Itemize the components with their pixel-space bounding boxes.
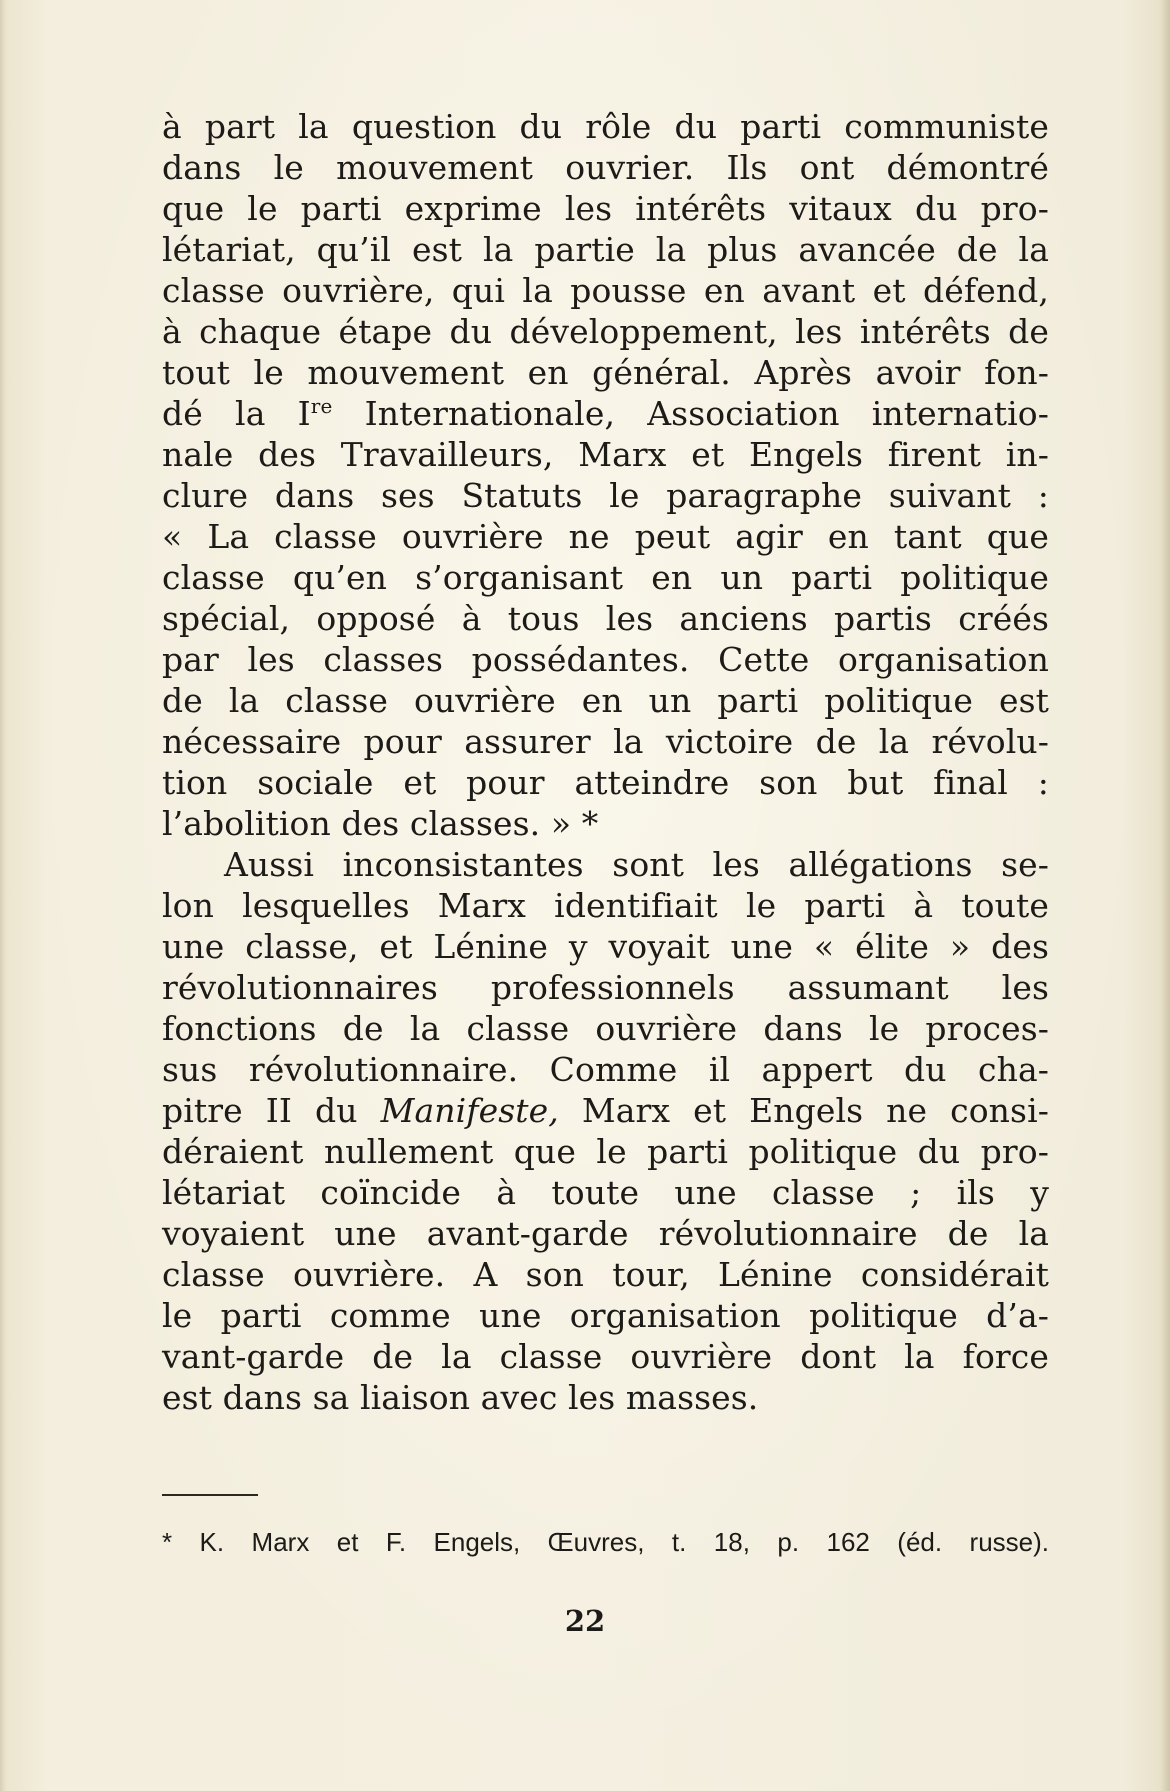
page-number: 22: [564, 1604, 606, 1638]
text-line: vant-garde de la classe ouvrière dont la force: [162, 1337, 1049, 1376]
text-line: [162, 393, 1049, 434]
text-line: dans le mouvement ouvrier. Ils ont démontré: [162, 148, 1049, 187]
text-line: classe ouvrière. A son tour, Lénine considérait: [162, 1255, 1049, 1294]
text-line: à chaque étape du développement, les intérêts de: [162, 312, 1049, 351]
text-line: révolutionnaires professionnels assumant les: [162, 968, 1049, 1007]
text-line: lon lesquelles Marx identifiait le parti à toute: [162, 886, 1049, 925]
text-line: le parti comme une organisation politique d’a-: [162, 1296, 1049, 1335]
superscript: re: [310, 394, 333, 418]
text-line: que le parti exprime les intérêts vitaux du pro-: [162, 189, 1049, 228]
text-line: une classe, et Lénine y voyait une « élite » des: [162, 927, 1049, 966]
text-line: spécial, opposé à tous les anciens partis créés: [162, 599, 1049, 638]
text-fragment: Marx et Engels ne consi-: [558, 1091, 1049, 1130]
text-line: « La classe ouvrière ne peut agir en tant que: [162, 517, 1049, 556]
text-line: à part la question du rôle du parti communiste: [162, 107, 1049, 146]
text-fragment: dé la I: [162, 394, 311, 433]
text-line: classe ouvrière, qui la pousse en avant et défend,: [162, 271, 1049, 310]
text-line: [162, 1090, 1049, 1131]
text-fragment: pitre II du: [162, 1091, 381, 1130]
text-line: Aussi inconsistantes sont les allégations se-: [224, 845, 1049, 884]
text-line: sus révolutionnaire. Comme il appert du cha-: [162, 1050, 1049, 1089]
body-text: [162, 106, 1049, 1418]
text-line: déraient nullement que le parti politique du pro-: [162, 1132, 1049, 1171]
text-fragment: Internationale, Association internatio-: [364, 394, 1049, 433]
text-line: tout le mouvement en général. Après avoir fon-: [162, 353, 1049, 392]
text-line: est dans sa liaison avec les masses.: [162, 1378, 759, 1417]
book-title-manifeste: Manifeste,: [380, 1091, 559, 1130]
text-line: clure dans ses Statuts le paragraphe suivant :: [162, 476, 1049, 515]
text-line: fonctions de la classe ouvrière dans le proces-: [162, 1009, 1049, 1048]
text-line: de la classe ouvrière en un parti politique est: [162, 681, 1049, 720]
footnote-divider: [162, 1494, 258, 1496]
text-line: classe qu’en s’organisant en un parti politique: [162, 558, 1049, 597]
text-line: nécessaire pour assurer la victoire de la révolu-: [162, 722, 1049, 761]
text-line: tion sociale et pour atteindre son but final :: [162, 763, 1049, 802]
footnote: * K. Marx et F. Engels, Œuvres, t. 18, p. 162 (éd. russe).: [162, 1527, 1049, 1557]
text-line: par les classes possédantes. Cette organisation: [162, 640, 1049, 679]
text-line: létariat, qu’il est la partie la plus avancée de la: [162, 230, 1049, 269]
page-edge-left: [0, 0, 6, 1791]
text-line: nale des Travailleurs, Marx et Engels firent in-: [162, 435, 1049, 474]
page-edge-right: [1160, 0, 1170, 1791]
text-line: létariat coïncide à toute une classe ; ils y: [162, 1173, 1049, 1212]
text-line: voyaient une avant-garde révolutionnaire de la: [162, 1214, 1049, 1253]
text-line: l’abolition des classes. » *: [162, 804, 599, 843]
